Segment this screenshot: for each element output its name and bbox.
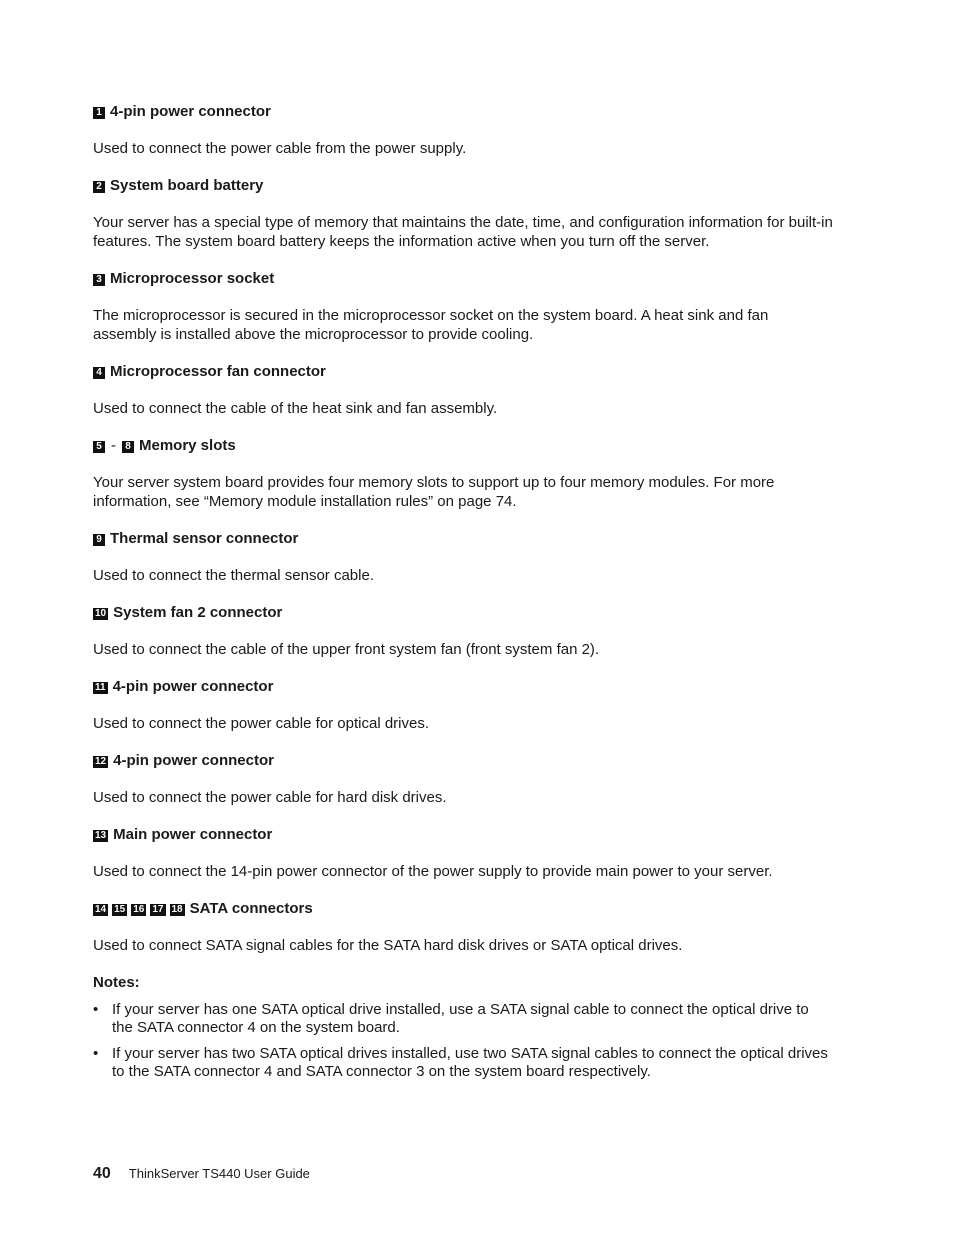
section-2 xyxy=(93,176,833,251)
callout-badge: 11 xyxy=(95,681,106,693)
callout-badge: 18 xyxy=(171,903,183,915)
document-title: ThinkServer TS440 User Guide xyxy=(128,1166,310,1181)
section-body: Used to connect the thermal sensor cable. xyxy=(93,567,374,584)
section-title: System fan 2 connector xyxy=(113,604,283,621)
note-text: If your server has one SATA optical drive installed, use a SATA signal cable to connect the optical drive to the SATA connector 4 on the system board. xyxy=(112,1001,809,1036)
section-body: Your server system board provides four memory slots to support up to four memory modules. For more information, see “Memory module installation rules” on page 74. xyxy=(93,474,775,510)
section-body: Used to connect the 14-pin power connector of the power supply to provide main power to your server. xyxy=(93,863,773,880)
section-6 xyxy=(93,529,833,585)
section-title: 4-pin power connector xyxy=(112,678,274,695)
callout-badge: 3 xyxy=(93,274,105,286)
page-footer xyxy=(93,1165,310,1183)
callout-badge: 2 xyxy=(93,181,105,193)
section-title: System board battery xyxy=(110,177,264,194)
section-4 xyxy=(93,362,833,418)
section-heading xyxy=(93,102,833,121)
section-heading xyxy=(93,677,833,696)
section-body: Your server has a special type of memory that maintains the date, time, and configuration information for built-in features. The system board battery keeps the information active when you turn off the server. xyxy=(93,214,833,250)
section-1 xyxy=(93,102,833,158)
section-10 xyxy=(93,825,833,881)
notes-list xyxy=(93,1001,833,1081)
callout-badge: 9 xyxy=(93,534,105,546)
callout-badge: 16 xyxy=(133,903,145,915)
section-body: Used to connect the cable of the heat sink and fan assembly. xyxy=(93,400,498,417)
section-5 xyxy=(93,436,833,511)
callout-badge: 5 xyxy=(93,441,105,453)
section-title: Memory slots xyxy=(139,437,236,454)
bullet-icon: • xyxy=(93,1045,99,1062)
page-content xyxy=(93,102,833,1089)
range-separator: - xyxy=(111,437,116,454)
bullet-icon: • xyxy=(93,1001,99,1018)
section-title: Main power connector xyxy=(113,826,273,843)
section-heading xyxy=(93,603,833,622)
section-heading xyxy=(93,825,833,844)
section-body: The microprocessor is secured in the microprocessor socket on the system board. A heat sink and fan assembly is installed above the microprocessor to provide cooling. xyxy=(93,307,769,343)
callout-badge: 1 xyxy=(93,107,105,119)
section-heading xyxy=(93,529,833,548)
section-heading xyxy=(93,899,833,918)
section-heading xyxy=(93,436,833,455)
callout-badge: 4 xyxy=(93,367,105,379)
callout-badge: 10 xyxy=(95,607,107,619)
section-body: Used to connect SATA signal cables for the SATA hard disk drives or SATA optical drives. xyxy=(93,937,683,954)
callout-badge: 8 xyxy=(122,441,134,453)
section-9 xyxy=(93,751,833,807)
section-title: 4-pin power connector xyxy=(110,103,271,120)
section-title: Microprocessor fan connector xyxy=(110,363,326,380)
callout-badge: 15 xyxy=(114,903,126,915)
section-11 xyxy=(93,899,833,955)
notes xyxy=(93,973,833,1081)
section-3 xyxy=(93,269,833,344)
section-body: Used to connect the power cable for hard disk drives. xyxy=(93,789,447,806)
list-item xyxy=(93,1001,833,1037)
section-8 xyxy=(93,677,833,733)
callout-badge: 13 xyxy=(95,829,107,841)
notes-heading: Notes: xyxy=(93,974,140,991)
section-heading xyxy=(93,176,833,195)
section-title: SATA connectors xyxy=(189,900,313,917)
section-title: Microprocessor socket xyxy=(110,270,275,287)
page-number: 40 xyxy=(93,1165,111,1182)
note-text: If your server has two SATA optical drives installed, use two SATA signal cables to connect the optical drives to the SATA connector 4 and SATA connector 3 on the system board respectively. xyxy=(112,1045,828,1080)
section-heading xyxy=(93,362,833,381)
callout-badge: 17 xyxy=(152,903,164,915)
section-7 xyxy=(93,603,833,659)
section-title: 4-pin power connector xyxy=(113,752,274,769)
section-body: Used to connect the power cable from the power supply. xyxy=(93,140,467,157)
section-body: Used to connect the cable of the upper front system fan (front system fan 2). xyxy=(93,641,600,658)
section-title: Thermal sensor connector xyxy=(110,530,299,547)
section-heading xyxy=(93,269,833,288)
section-heading xyxy=(93,751,833,770)
list-item xyxy=(93,1045,833,1081)
callout-badge: 14 xyxy=(95,903,107,915)
callout-badge: 12 xyxy=(95,755,107,767)
section-body: Used to connect the power cable for optical drives. xyxy=(93,715,430,732)
